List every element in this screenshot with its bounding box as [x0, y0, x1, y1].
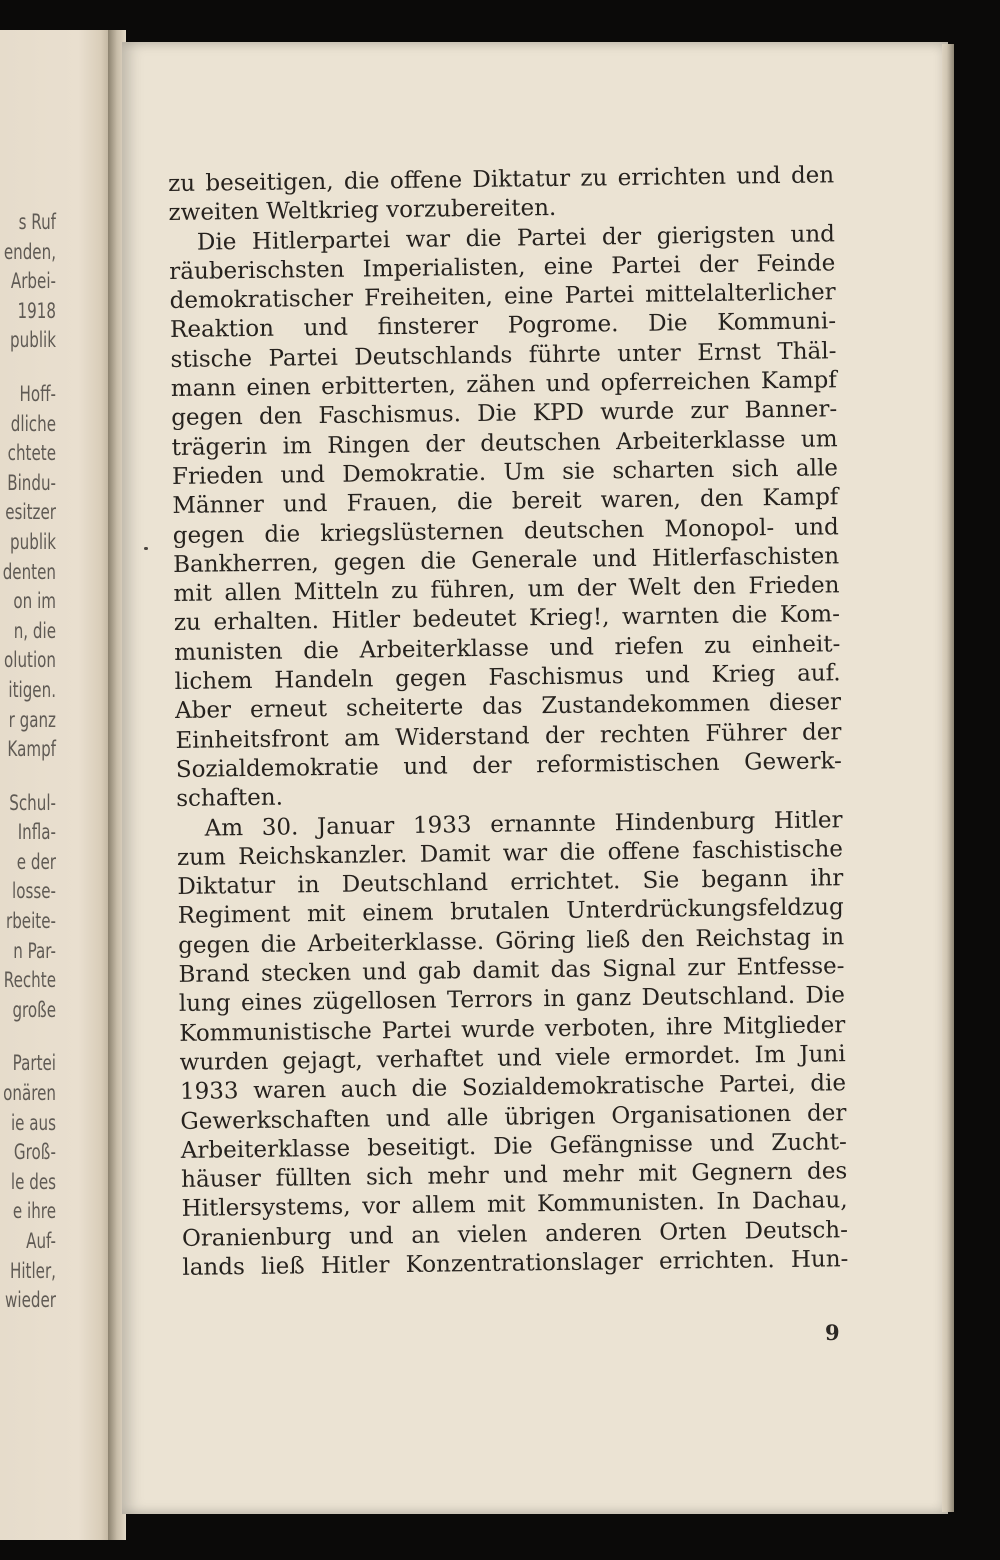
text-line: lichem Handeln gegen Faschismus und Krieg auf.: [174, 660, 841, 696]
left-page-fragment: publik: [10, 328, 56, 353]
right-page: [122, 42, 948, 1514]
left-page-fragment: 1918: [17, 298, 56, 323]
left-page-fragment: Partei: [12, 1051, 56, 1076]
text-line: lands ließ Hitler Konzentrationslager errichten. Hun-: [182, 1246, 849, 1281]
left-page-fragment: enden,: [3, 239, 56, 264]
left-page-fragment: Bindu-: [7, 470, 56, 495]
text-line: zu beseitigen, die offene Diktatur zu errichten und den: [168, 162, 835, 197]
left-page-fragment: itigen.: [8, 677, 57, 702]
text-line: Regiment mit einem brutalen Unterdrückungsfeldzug: [177, 894, 844, 930]
left-page-fragment: denten: [2, 559, 56, 584]
page-edge: [942, 44, 954, 1512]
left-page-fragment: le des: [10, 1169, 57, 1194]
text-line: Reaktion und finsterer Pogrome. Die Kommuni-: [169, 308, 837, 344]
left-page-fragment: rbeite-: [5, 909, 56, 934]
left-page-fragment: [0, 765, 56, 789]
left-page-fragment: große: [12, 997, 56, 1022]
text-line: mit allen Mitteln zu führen, um der Welt den Frieden: [173, 572, 840, 608]
left-page-fragment: Arbei-: [10, 269, 56, 294]
left-page-fragment: Hoff-: [19, 381, 56, 406]
left-page-fragment: on im: [13, 589, 56, 614]
text-line: Frieden und Demokratie. Um sie scharten sich alle: [171, 455, 839, 490]
left-page-fragment: r ganz: [8, 707, 56, 732]
text-line: Am 30. Januar 1933 ernannte Hindenburg Hitler: [204, 806, 843, 842]
text-line: 1933 waren auch die Sozialdemokratische Partei, die: [179, 1070, 847, 1106]
text-line: Kommunistische Partei wurde verboten, ihre Mitglieder: [179, 1011, 846, 1047]
text-line: Die Hitlerpartei war die Partei der gierigsten und: [196, 220, 836, 256]
text-line: gegen die Arbeiterklasse. Göring ließ den Reichstag in: [177, 923, 845, 959]
paper-speck: [144, 547, 148, 550]
text-line: Einheitsfront am Widerstand der rechten Führer der: [175, 718, 842, 754]
left-page-fragment: publik: [10, 529, 56, 554]
text-line: Arbeiterklasse beseitigt. Die Gefängnisse und Zucht-: [180, 1128, 847, 1164]
left-page-fragment: e ihre: [12, 1199, 56, 1224]
text-line: zum Reichskanzler. Damit war die offene faschistische: [176, 836, 844, 871]
left-page-fragment: Rechte: [3, 968, 56, 993]
text-line: zweiten Weltkrieg vorzubereiten.: [168, 195, 557, 227]
left-page-fragment: Auf-: [26, 1229, 56, 1253]
text-line: Männer und Frauen, die bereit waren, den Kampf: [172, 484, 839, 520]
text-line: häuser füllten sich mehr und mehr mit Gegnern des: [181, 1158, 848, 1194]
text-line: zu erhalten. Hitler bedeutet Krieg!, warnten die Kom-: [173, 601, 841, 637]
text-line: räuberischsten Imperialisten, eine Partei der Feinde: [169, 250, 836, 285]
left-page-fragment: n, die: [13, 618, 56, 643]
left-page-fragment: wieder: [5, 1288, 57, 1313]
text-line: wurden gejagt, verhaftet und viele ermordet. Im Juni: [179, 1041, 846, 1076]
left-page-fragment: olution: [4, 648, 56, 673]
left-page-fragment: onären: [3, 1081, 57, 1106]
text-line: Sozialdemokratie und der reformistischen Gewerk-: [175, 748, 842, 783]
text-line: lung eines zügellosen Terrors in ganz Deutschland. Die: [178, 982, 846, 1018]
text-line: munisten die Arbeiterklasse und riefen zu einheit-: [174, 630, 841, 666]
text-line: trägerin im Ringen der deutschen Arbeiterklasse um: [171, 425, 838, 461]
left-page-fragment: [0, 356, 56, 380]
left-page-fragment: s Ruf: [18, 210, 57, 234]
text-line: Hitlersystems, vor allem mit Kommunisten. In Dachau,: [181, 1187, 848, 1223]
left-page-fragment: [0, 1025, 56, 1049]
left-page-fragment: n Par-: [13, 938, 56, 963]
text-line: Gewerkschaften und alle übrigen Organisationen der: [180, 1099, 847, 1135]
text-line: Aber erneut scheiterte das Zustandekommen dieser: [174, 689, 842, 725]
text-line: stische Partei Deutschlands führte unter Ernst Thäl-: [170, 338, 837, 373]
left-page-fragment: Schul-: [9, 790, 56, 815]
left-page-fragment: Hitler,: [9, 1258, 57, 1283]
left-page-fragment: esitzer: [5, 500, 56, 525]
left-page-text-fragments: [0, 208, 56, 1316]
body-text: [168, 161, 849, 1283]
left-page-fragment: Groß-: [13, 1140, 56, 1165]
text-line: Oranienburg und an vielen anderen Orten Deutsch-: [181, 1216, 849, 1252]
text-line: mann einen erbitterten, zähen und opferreichen Kampf: [170, 367, 837, 403]
text-line: Bankherren, gegen die Generale und Hitlerfaschisten: [172, 543, 840, 578]
text-line: gegen die kriegslüsternen deutschen Monopol- und: [172, 513, 839, 549]
left-page-fragment: ie aus: [10, 1110, 56, 1135]
left-page: [0, 30, 112, 1540]
page-number: 9: [825, 1320, 840, 1345]
text-line: gegen den Faschismus. Die KPD wurde zur Banner-: [171, 396, 838, 432]
text-line: Brand stecken und gab damit das Signal zur Entfesse-: [178, 953, 845, 988]
left-page-fragment: Infla-: [17, 820, 56, 845]
left-page-fragment: chtete: [7, 441, 57, 466]
text-line: schaften.: [176, 784, 284, 813]
left-page-fragment: losse-: [12, 879, 57, 904]
left-page-fragment: Kampf: [7, 737, 57, 762]
left-page-fragment: e der: [16, 849, 56, 874]
text-line: demokratischer Freiheiten, eine Partei mittelalterlicher: [169, 279, 836, 315]
left-page-fragment: dliche: [10, 411, 56, 436]
text-line: Diktatur in Deutschland errichtet. Sie begann ihr: [177, 865, 844, 901]
